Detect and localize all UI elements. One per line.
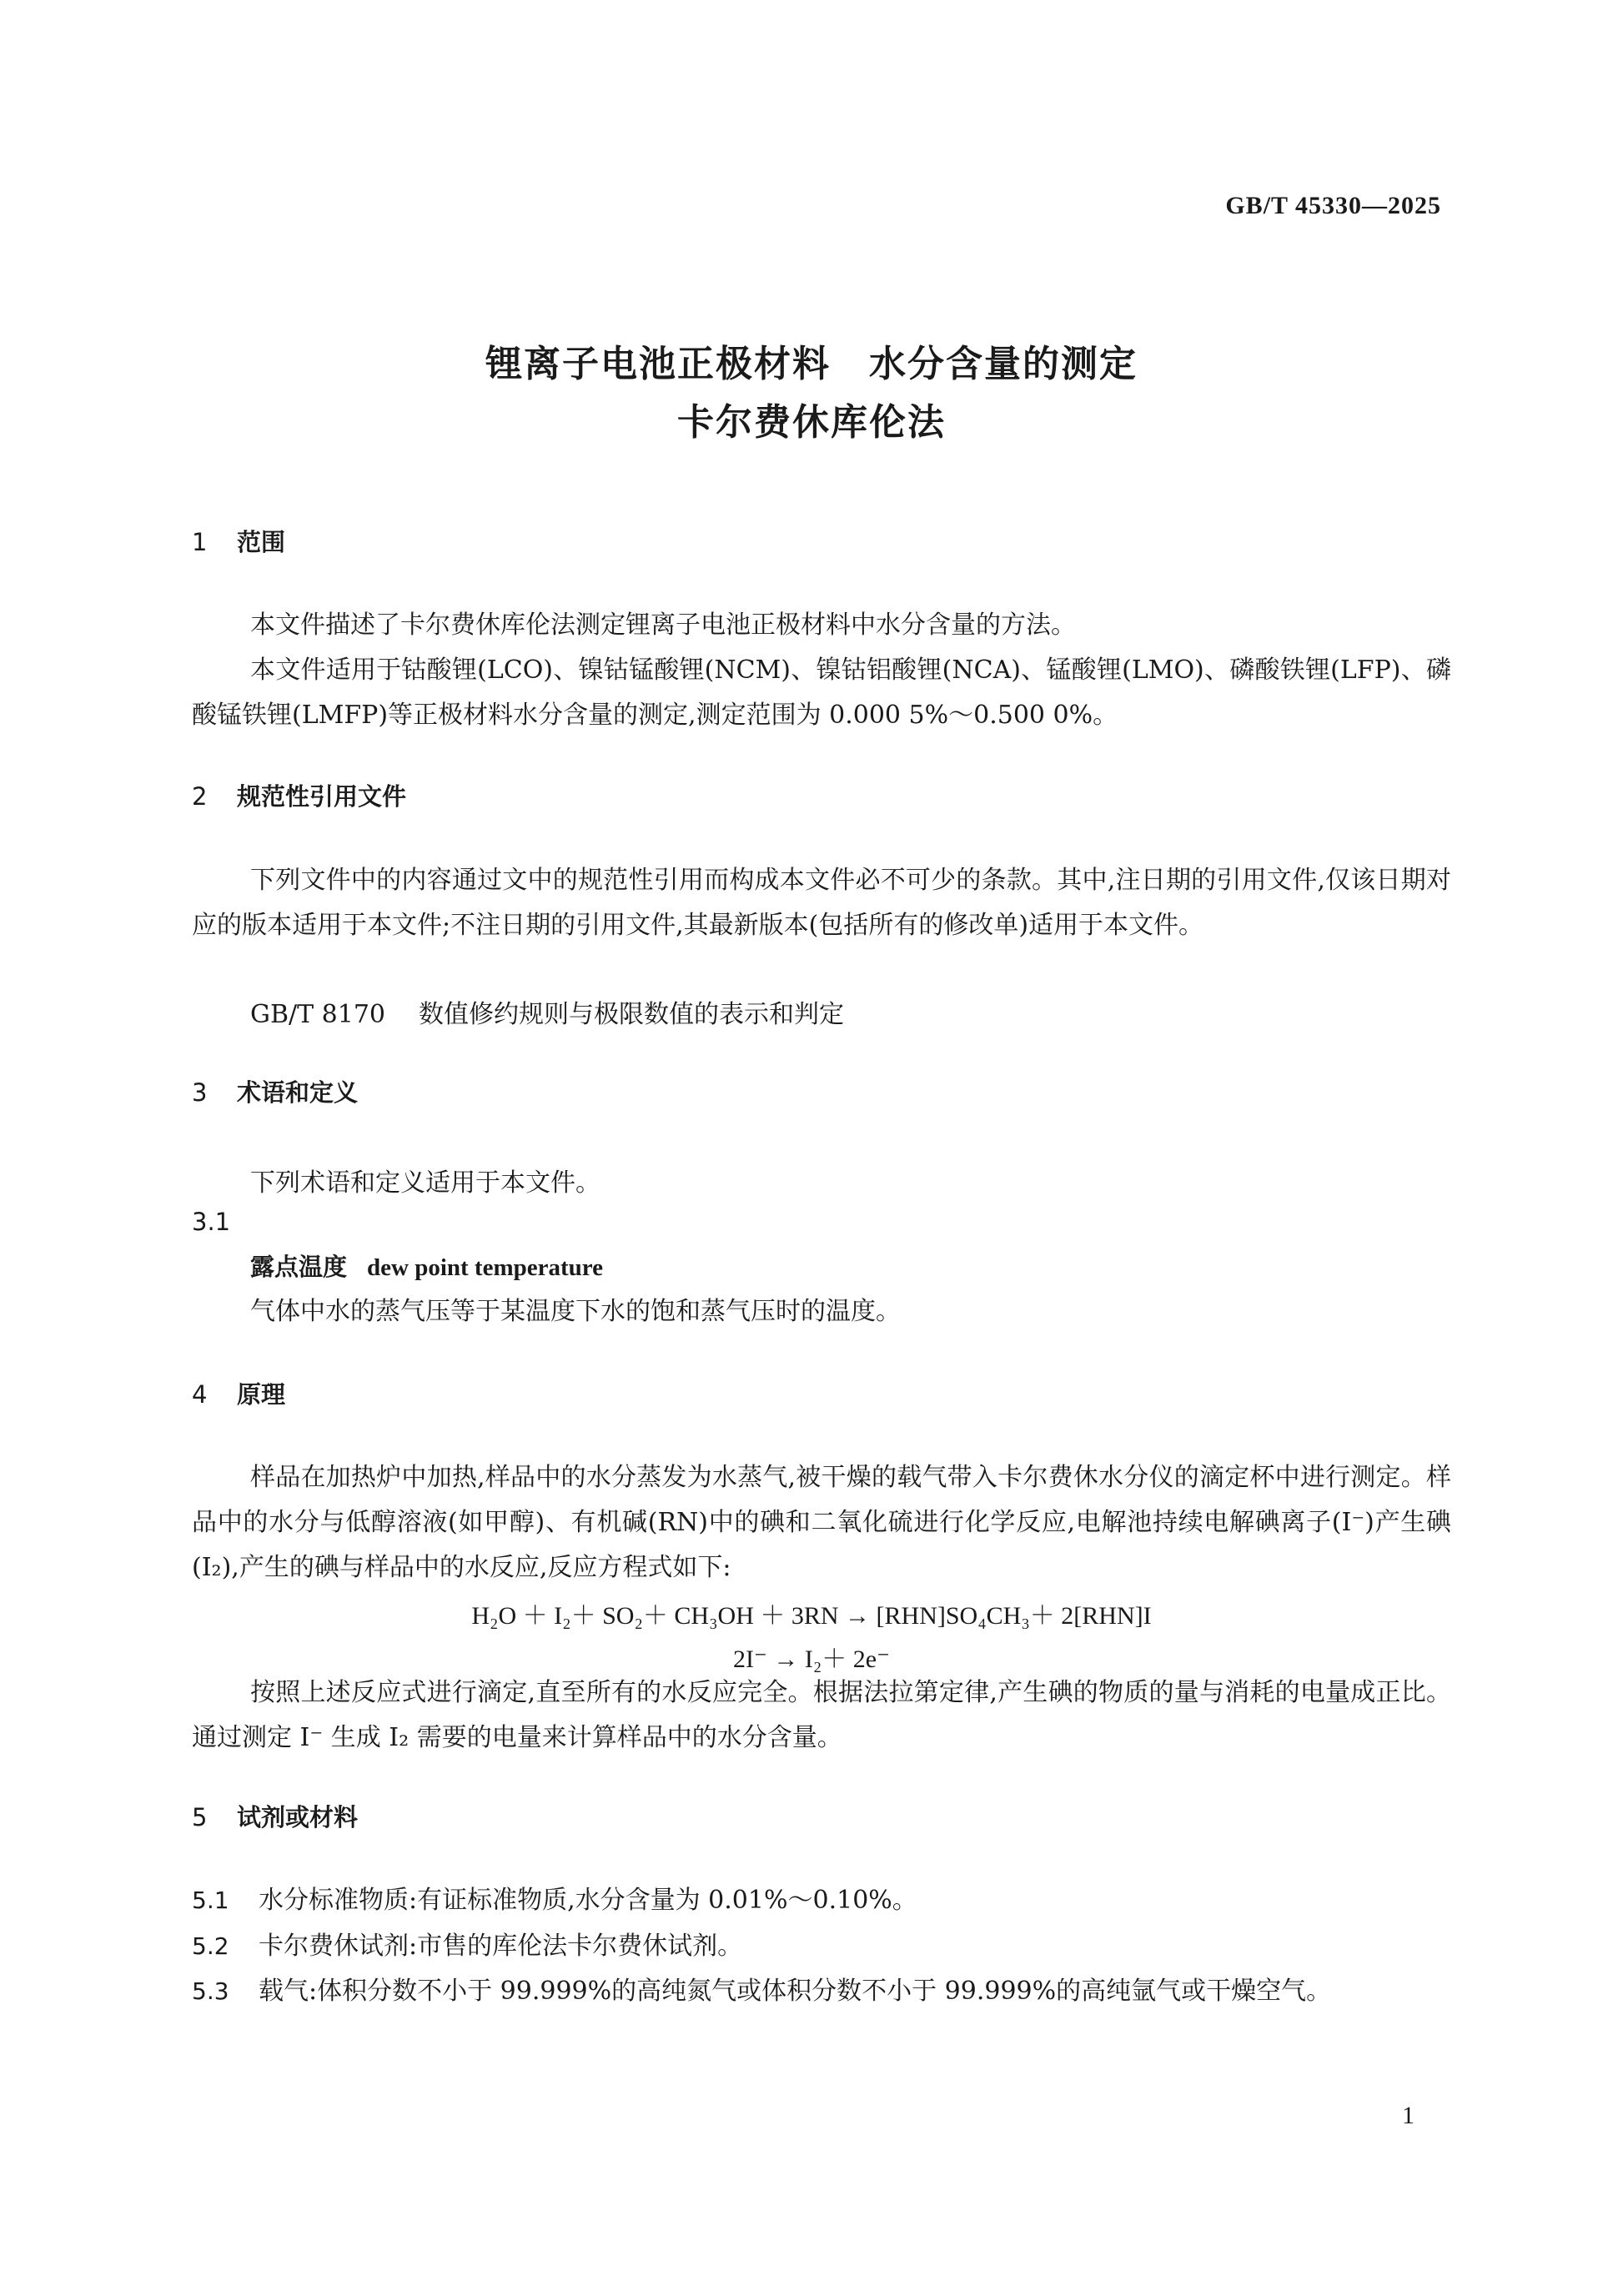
item-number: 5.1: [192, 1887, 229, 1914]
section-3-paragraph-1: 下列术语和定义适用于本文件。: [250, 1168, 600, 1198]
normative-reference: [250, 993, 844, 1030]
item-text: 水分标准物质:有证标准物质,水分含量为 0.01%～0.10%。: [259, 1886, 917, 1915]
section-title: 范围: [237, 528, 286, 556]
item-text: 载气:体积分数不小于 99.999%的高纯氮气或体积分数不小于 99.999%的高纯氩气或干燥空气。: [259, 1977, 1332, 2006]
standard-number: GB/T 45330—2025: [1225, 192, 1441, 219]
list-item: [192, 1970, 1331, 2007]
section-4-paragraph-1: 样品在加热炉中加热,样品中的水分蒸发为水蒸气,被干燥的载气带入卡尔费休水分仪的滴定杯中进行测定。样品中的水分与低醇溶液(如甲醇)、有机碱(RN)中的碘和二氧化硫进行化学反应,电解池持续电解碘离子(I⁻)产生碘(I₂),产生的碘与样品中的水反应,反应方程式如下:: [192, 1463, 1451, 1582]
term-english: dew point temperature: [367, 1254, 603, 1281]
list-item: [192, 1879, 917, 1916]
item-number: 5.2: [192, 1932, 229, 1960]
section-title: 试剂或材料: [237, 1803, 359, 1831]
document-title-line2: 卡尔费休库伦法: [677, 401, 946, 444]
list-item: [192, 1925, 742, 1962]
section-title: 术语和定义: [237, 1078, 359, 1107]
document-title-line1: 锂离子电池正极材料 水分含量的测定: [485, 343, 1138, 385]
section-1-paragraph-1: 本文件描述了卡尔费休库伦法测定锂离子电池正极材料中水分含量的方法。: [250, 610, 1076, 640]
section-2-paragraph-1: 下列文件中的内容通过文中的规范性引用而构成本文件必不可少的条款。其中,注日期的引用文件,仅该日期对应的版本适用于本文件;不注日期的引用文件,其最新版本(包括所有的修改单)适用于本文件。: [192, 866, 1451, 940]
section-4-paragraph-2: 按照上述反应式进行滴定,直至所有的水反应完全。根据法拉第定律,产生碘的物质的量与消耗的电量成正比。通过测定 I⁻ 生成 I₂ 需要的电量来计算样品中的水分含量。: [192, 1678, 1451, 1752]
section-number: 3: [192, 1078, 208, 1107]
reaction-equation-2: 2I⁻ → I₂＋ 2e⁻: [733, 1645, 890, 1673]
section-4-heading: [192, 1376, 285, 1410]
item-number: 5.3: [192, 1977, 229, 2005]
term-definition: 气体中水的蒸气压等于某温度下水的饱和蒸气压时的温度。: [250, 1297, 901, 1326]
section-number: 5: [192, 1803, 208, 1831]
section-title: 规范性引用文件: [237, 782, 407, 811]
term-chinese: 露点温度: [250, 1253, 348, 1281]
section-5-heading: [192, 1799, 358, 1833]
reaction-equation-1: H₂O ＋ I₂＋ SO₂＋ CH₃OH ＋ 3RN → [RHN]SO₄CH₃＋ 2[RHN]I: [471, 1602, 1152, 1630]
page-number: 1: [1402, 2102, 1414, 2129]
section-3-heading: [192, 1074, 358, 1108]
reference-title: 数值修约规则与极限数值的表示和判定: [419, 1000, 845, 1029]
term-entry: [250, 1248, 603, 1283]
reference-code: GB/T 8170: [250, 1000, 386, 1029]
section-number: 1: [192, 528, 208, 556]
item-text: 卡尔费休试剂:市售的库伦法卡尔费休试剂。: [259, 1932, 743, 1961]
section-title: 原理: [237, 1380, 286, 1409]
section-1-heading: [192, 524, 285, 558]
subclause-number: 3.1: [192, 1208, 231, 1236]
section-2-heading: [192, 778, 406, 812]
section-number: 4: [192, 1380, 208, 1409]
section-number: 2: [192, 782, 208, 811]
section-1-paragraph-2: 本文件适用于钴酸锂(LCO)、镍钴锰酸锂(NCM)、镍钴铝酸锂(NCA)、锰酸锂(LMO)、磷酸铁锂(LFP)、磷酸锰铁锂(LMFP)等正极材料水分含量的测定,测定范围为 0.000 5%～0.500 0%。: [192, 656, 1451, 730]
